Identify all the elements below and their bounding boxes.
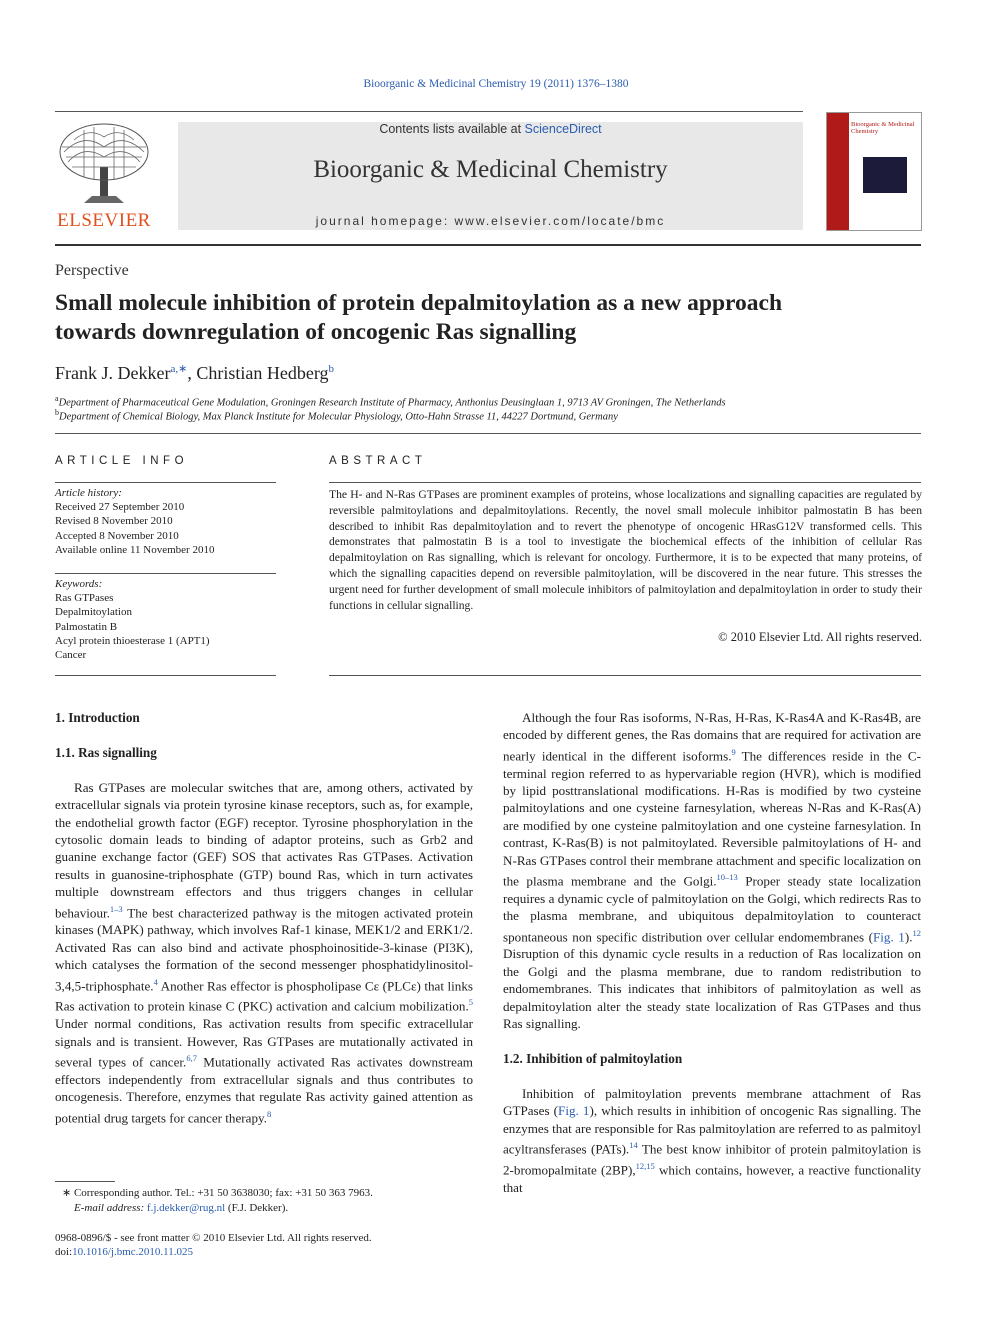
affiliation-a bbox=[55, 394, 726, 409]
article-info-heading: ARTICLE INFO bbox=[55, 455, 189, 467]
reference-link[interactable]: 1–3 bbox=[109, 903, 123, 914]
contents-prefix: Contents lists available at bbox=[379, 122, 525, 136]
heading-ras-signalling: 1.1. Ras signalling bbox=[55, 745, 157, 761]
affil-a-text: Department of Pharmaceutical Gene Modulation, Groningen Research Institute of Pharmacy, Anthonius Deusinglaan 1, 9713 AV Groningen, The Netherlands bbox=[58, 397, 726, 409]
history-online: Available online 11 November 2010 bbox=[55, 543, 215, 556]
reference-link[interactable]: 8 bbox=[266, 1108, 272, 1119]
affil-b-text: Department of Chemical Biology, Max Planck Institute for Molecular Physiology, Otto-Hahn Strasse 11, 44227 Dortmund, Germany bbox=[59, 411, 618, 423]
body-right-column bbox=[503, 709, 921, 1196]
heading-inhibition-palmitoylation: 1.2. Inhibition of palmitoylation bbox=[503, 1051, 683, 1067]
reference-link[interactable]: 12,15 bbox=[635, 1160, 655, 1171]
text-run: Although the four Ras isoforms, N-Ras, H-Ras, K-Ras4A and K-Ras4B, are encoded by different genes, the Ras domains that are required for activation are nearly identical in the different isoforms. bbox=[503, 710, 921, 764]
text-run: Disruption of this dynamic cycle results in a reduction of Ras localization on the Golgi and the plasma membrane, due to random redistribution to endomembranes. This indicates that inhibitors of palmitoylation as well as depalmitoylation alter the steady state localization of Ras GTPases and thus Ras signalling. bbox=[503, 946, 921, 1031]
title-line-1: Small molecule inhibition of protein depalmitoylation as a new approach bbox=[55, 290, 783, 316]
text-run: The best know inhibitor of protein palmitoylation is 2-bromopalmitate (2BP), bbox=[503, 1141, 921, 1178]
keyword-item: Acyl protein thioesterase 1 (APT1) bbox=[55, 634, 210, 647]
keyword-item: Palmostatin B bbox=[55, 620, 118, 633]
reference-link[interactable]: 9 bbox=[731, 746, 736, 757]
keyword-item: Depalmitoylation bbox=[55, 606, 132, 619]
abstract-text: The H- and N-Ras GTPases are prominent examples of proteins, whose localizations and signalling capacities are regulated by reversible palmitoylations and depalmitoylations. Recently, the novel small molecule inhibitor palmostatin B has been described to inhibit Ras depalmitoylation and to revert the phenotype of oncogenic HRasG12V transformed cells. This demonstrates that palmostatin B is a tool to investigate the biochemical effects of the inhibition of cellular Ras depalmitoylation on Ras signalling, which is relevant for oncology. Furthermore, it is to be expected that many proteins, of which the signalling capacities depend on reversible palmitoylation, will be discovered in the near future. This stresses the urgent need for further development of small molecule inhibitors of palmitoylation and depalmitoylation in order to study their functions in cellular signalling. bbox=[329, 488, 922, 612]
text-run: The best characterized pathway is the mitogen activated protein kinases (MAPK) pathway, which involves Raf-1 kinase, MEK1/2 and ERK1/2. Activated Ras can also bind and activate phosphoinositide-3-kinase (PI3K), which catalyses the formation of the second messenger phosphatidylinositol-3,4,5-triphosphate. bbox=[55, 905, 473, 993]
history-revised: Revised 8 November 2010 bbox=[55, 515, 173, 528]
history-received: Received 27 September 2010 bbox=[55, 501, 185, 514]
info-rule-mid bbox=[55, 573, 276, 574]
keywords-label: Keywords: bbox=[55, 578, 103, 590]
sciencedirect-link[interactable]: ScienceDirect bbox=[524, 122, 602, 136]
affiliation-rule bbox=[55, 433, 921, 434]
history-label: Article history: bbox=[55, 487, 122, 499]
journal-header bbox=[178, 122, 803, 230]
text-run: ). bbox=[904, 928, 913, 944]
figure-1-link[interactable]: Fig. 1 bbox=[873, 928, 905, 944]
abstract-copyright: © 2010 Elsevier Ltd. All rights reserved. bbox=[718, 630, 922, 644]
email-label: E-mail address: bbox=[74, 1202, 147, 1214]
text-run: ), which results in inhibition of oncogenic Ras signalling. The enzymes that are responsible for Ras palmitoylation are referred to as palmitoyl acyltransferases (PATs). bbox=[503, 1103, 921, 1157]
figure-1-link[interactable]: Fig. 1 bbox=[558, 1103, 590, 1119]
author-dekker: Frank J. Dekker bbox=[55, 363, 171, 383]
author-dekker-marks[interactable]: a,∗ bbox=[170, 363, 188, 375]
header-bottom-rule bbox=[55, 244, 921, 246]
title-line-2: towards downregulation of oncogenic Ras signalling bbox=[55, 319, 577, 345]
affiliation-b bbox=[55, 408, 618, 423]
paragraph-ras-signalling bbox=[55, 779, 473, 1127]
reference-link[interactable]: 6,7 bbox=[186, 1052, 197, 1063]
keywords bbox=[55, 577, 210, 662]
email-note bbox=[74, 1201, 288, 1216]
publisher-name: ELSEVIER bbox=[57, 210, 151, 231]
cover-title: Bioorganic & Medicinal Chemistry bbox=[851, 121, 915, 135]
author-hedberg: , Christian Hedberg bbox=[187, 363, 329, 383]
doi-link[interactable]: 10.1016/j.bmc.2010.11.025 bbox=[72, 1246, 194, 1258]
abstract-rule-bottom bbox=[329, 675, 921, 676]
abstract-rule-top bbox=[329, 482, 921, 483]
paragraph-ras-isoforms bbox=[503, 709, 921, 1032]
footnote-rule bbox=[55, 1181, 115, 1182]
header-top-rule bbox=[55, 111, 803, 112]
history-accepted: Accepted 8 November 2010 bbox=[55, 529, 179, 542]
issn-line: 0968-0896/$ - see front matter © 2010 Elsevier Ltd. All rights reserved. bbox=[55, 1232, 372, 1244]
text-run: Mutationally activated Ras activates downstream effectors independently from extracellular signals and thus contributes to oncogenesis. Therefore, enzymes that regulate Ras activity gained attention as potential drug targets for cancer therapy. bbox=[55, 1054, 473, 1125]
reference-link[interactable]: 10–13 bbox=[716, 872, 738, 883]
affil-b-mark: b bbox=[55, 408, 59, 417]
email-suffix: (F.J. Dekker). bbox=[225, 1202, 289, 1214]
author-hedberg-marks[interactable]: b bbox=[328, 363, 334, 375]
text-run: Proper steady state localization requires a dynamic cycle of palmitoylation on the Golgi, which redirects Ras to the plasma membrane, and ubiquitous depalmitoylation to counteract spontaneous non specific distribution over cellular endomembranes ( bbox=[503, 873, 921, 944]
doi-label: doi: bbox=[55, 1246, 73, 1258]
affil-a-mark: a bbox=[55, 394, 59, 403]
abstract-heading: ABSTRACT bbox=[329, 455, 427, 467]
journal-cover-image bbox=[826, 112, 922, 231]
cover-red-band bbox=[827, 113, 849, 230]
info-rule-top bbox=[55, 482, 276, 483]
contents-line bbox=[178, 122, 803, 136]
text-run: Under normal conditions, Ras activation results from specific extracellular signals and is transient. However, Ras GTPases are mutationally activated in several types of cancer. bbox=[55, 1016, 473, 1070]
keyword-item: Cancer bbox=[55, 649, 87, 662]
text-run: Ras GTPases are molecular switches that are, among others, activated by extracellular signals via protein tyrosine kinase receptors, such as, for example, the endothelial growth factor (EGF) receptor. Tyrosine phosphorylation in the cytosolic domain leads to binding of adaptor proteins, such as Grb2 and guanine exchange factor (GEF) SOS that activates Ras GTPases. Activation results in guanosine-triphosphate (GTP) bound Ras, which in turn activates multiple downstream effectors and thus triggers changes in cellular behaviour. bbox=[55, 779, 473, 921]
article-type: Perspective bbox=[55, 262, 129, 279]
author-list bbox=[55, 362, 334, 384]
body-left-column bbox=[55, 709, 473, 1126]
text-run: Another Ras effector is phospholipase Cε (PLCε) that links Ras activation to protein kinase C (PKC) activation and calcium mobilization. bbox=[55, 978, 473, 1014]
reference-link[interactable]: 14 bbox=[629, 1140, 638, 1151]
reference-link[interactable]: 12 bbox=[912, 927, 921, 938]
text-run: which contains, however, a reactive functionality that bbox=[503, 1162, 921, 1195]
corresponding-author-note: ∗ Corresponding author. Tel.: +31 50 3638030; fax: +31 50 363 7963. bbox=[62, 1187, 373, 1199]
email-link[interactable]: f.j.dekker@rug.nl bbox=[146, 1202, 226, 1214]
keyword-item: Ras GTPases bbox=[55, 592, 114, 605]
cover-artwork bbox=[863, 157, 907, 193]
article-title bbox=[55, 289, 935, 347]
reference-link[interactable]: 5 bbox=[468, 997, 473, 1008]
article-history bbox=[55, 486, 214, 557]
info-rule-bottom bbox=[55, 675, 276, 676]
heading-introduction: 1. Introduction bbox=[55, 710, 140, 725]
text-run: The differences reside in the C-terminal region referred to as hypervariable region (HVR), which is modified by lipid posttranslational modifications. H-Ras is modified by two cysteine palmitoylations and one cysteine farnesylation, whereas N-Ras and K-Ras(A) are modified by one cysteine palmitoylation and one cysteine farnesylation. In contrast, K-Ras(B) is not palmitoylated. Reversible palmitoylations of H- and N-Ras GTPases control their membrane attachment and specific localization on the plasma membrane and the Golgi. bbox=[503, 748, 921, 889]
journal-homepage[interactable]: journal homepage: www.elsevier.com/locate/bmc bbox=[315, 214, 666, 228]
journal-citation[interactable]: Bioorganic & Medicinal Chemistry 19 (2011) 1376–1380 bbox=[363, 78, 629, 90]
paragraph-inhibition bbox=[503, 1085, 921, 1196]
text-run: Inhibition of palmitoylation prevents membrane attachment of Ras GTPases ( bbox=[503, 1085, 921, 1119]
journal-name: Bioorganic & Medicinal Chemistry bbox=[313, 156, 668, 183]
reference-link[interactable]: 4 bbox=[153, 976, 158, 987]
doi-line bbox=[55, 1245, 193, 1260]
